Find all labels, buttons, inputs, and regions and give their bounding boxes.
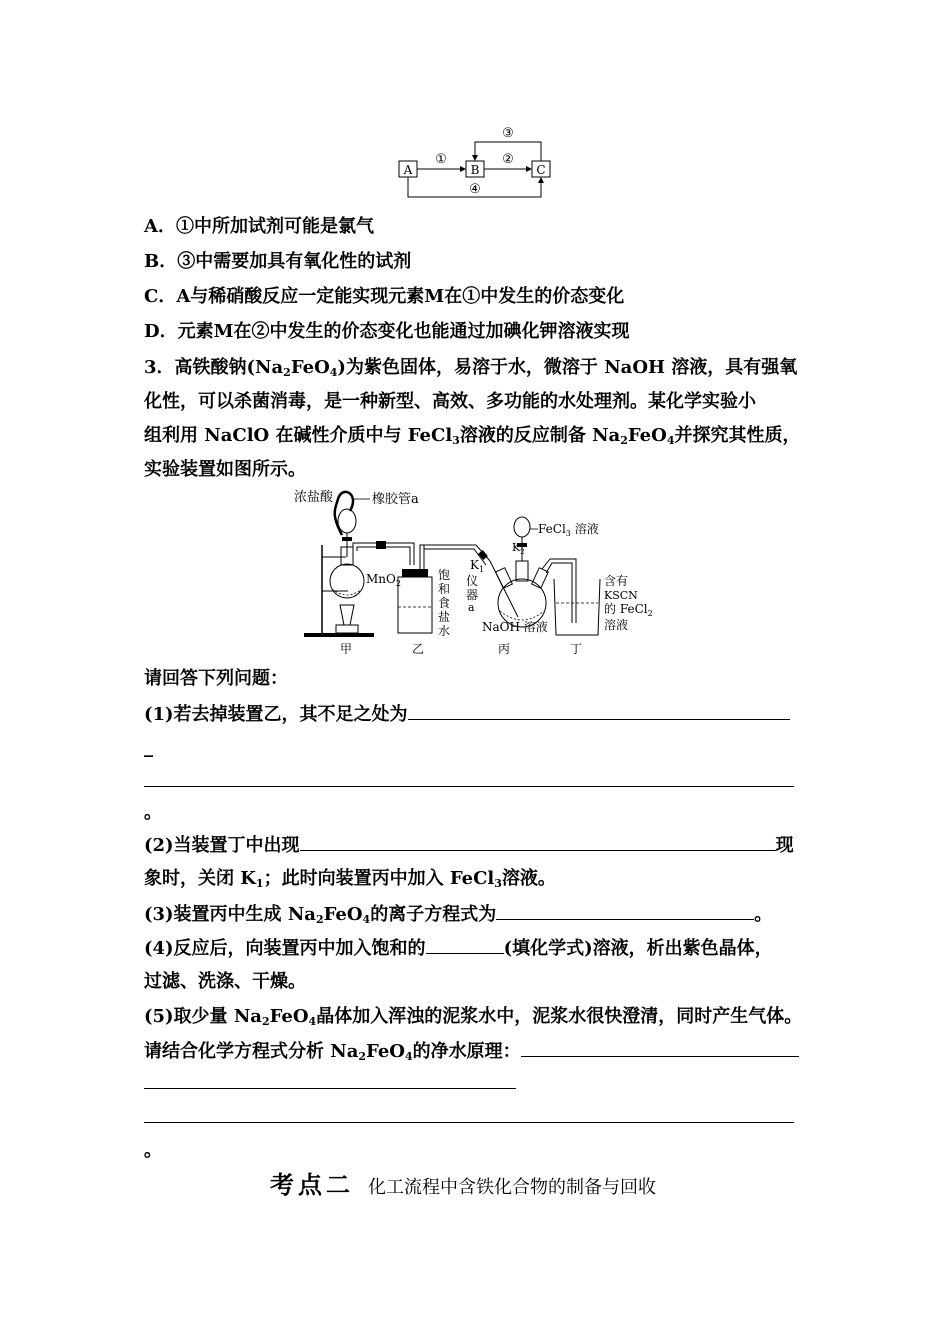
label-yi: 乙 [412,642,425,656]
mno2-label: MnO$_2$ [366,572,401,588]
question-5: (5)取少量 $Na_2FeO_4$晶体加入浑浊的泥浆水中，泥浆水很快澄清，同时产生气体。 [144,1006,803,1028]
q3-stem-line3: 组利用 NaClO 在碱性介质中与 FeCl$_3$溶液的反应制备 $Na_2FeO_4$并探究其性质， [144,425,801,447]
instrument-a-label [466,574,478,614]
svg-text:溶液: 溶液 [604,618,629,632]
q2-answer-blank[interactable] [300,832,776,851]
k1-label: $K_1$ [470,558,485,574]
q1-answer-blank[interactable] [408,701,790,720]
q1-dash: _ [144,737,153,758]
box-c-label: C [536,163,546,177]
svg-text:饱: 饱 [438,568,451,582]
question-5-line2: 请结合化学方程式分析 $Na_2FeO_4$的净水原理： [144,1038,799,1065]
apparatus-diagram [290,485,670,657]
box-b-label: B [470,163,480,177]
fecl3-label: FeCl$_3$ 溶液 [538,522,599,538]
option-b: B．③中需要加具有氧化性的试剂 [144,251,412,272]
svg-text:器: 器 [466,588,479,602]
naoh-label: NaOH 溶液 [482,620,548,634]
svg-text:的 FeCl2: 的 FeCl$_2$ [604,602,653,618]
q5-answer-line3[interactable] [144,1122,794,1123]
question-2: (2)当装置丁中出现 现 [144,832,794,859]
saturated-salt-label [438,567,450,638]
step-1-label: ① [435,152,447,167]
step-3-label: ③ [502,126,514,141]
questions-intro: 请回答下列问题： [144,668,288,689]
q5-end: 。 [144,1140,162,1161]
label-bing: 丙 [498,642,511,656]
question-4: (4)反应后，向装置丙中加入饱和的 (填化学式)溶液，析出紫色晶体， [144,935,773,962]
label-ding: 丁 [570,642,583,656]
step-4-label: ④ [469,182,481,197]
svg-text:盐: 盐 [438,610,451,624]
svg-text:a: a [468,601,475,614]
k2-label: $K_2$ [512,541,525,556]
q5-answer-line2[interactable] [144,1088,516,1089]
q5-answer-blank[interactable] [521,1038,799,1057]
svg-text:食: 食 [438,596,451,610]
q3-stem-line4: 实验装置如图所示。 [144,459,306,480]
svg-text:含有: 含有 [604,574,629,588]
question-2-line2: 象时，关闭 $K_1$；此时向装置丙中加入 FeCl$_3$溶液。 [144,868,556,890]
rubber-tube-label: 橡胶管a [372,492,419,507]
box-a-label: A [403,163,413,177]
svg-text:和: 和 [438,582,451,596]
question-4-line2: 过滤、洗涤、干燥。 [144,971,306,992]
q4-answer-blank[interactable] [426,935,504,954]
q3-stem-line1: 3．高铁酸钠$(Na_2FeO_4)$为紫色固体，易溶于水，微溶于 NaOH 溶液，具有强氧 [144,357,798,379]
svg-text:水: 水 [438,624,451,638]
q1-end: 。 [144,802,162,823]
question-1: (1)若去掉装置乙，其不足之处为 [144,701,790,728]
question-3: (3)装置丙中生成 $Na_2FeO_4$的离子方程式为 。 [144,901,772,928]
section-subtitle: 化工流程中含铁化合物的制备与回收 [368,1177,656,1198]
label-jia: 甲 [340,642,353,656]
option-d: D．元素M在②中发生的价态变化也能通过加碘化钾溶液实现 [144,321,630,342]
conc-hcl-label: 浓盐酸 [294,490,334,505]
svg-text:KSCN: KSCN [604,589,638,602]
q3-answer-blank[interactable] [496,901,754,920]
q1-answer-line2[interactable] [144,786,794,787]
section-heading [270,1165,656,1200]
option-a: A．①中所加试剂可能是氯气 [144,216,374,237]
step-2-label: ② [502,152,514,167]
q3-stem-line2: 化性，可以杀菌消毒，是一种新型、高效、多功能的水处理剂。某化学实验小 [144,391,756,412]
svg-text:仪: 仪 [466,574,479,588]
option-c: C．A与稀硝酸反应一定能实现元素M在①中发生的价态变化 [144,286,625,307]
kscn-fecl2-label [604,574,653,632]
conversion-diagram [385,115,565,207]
section-title: 考点二 [270,1171,354,1199]
